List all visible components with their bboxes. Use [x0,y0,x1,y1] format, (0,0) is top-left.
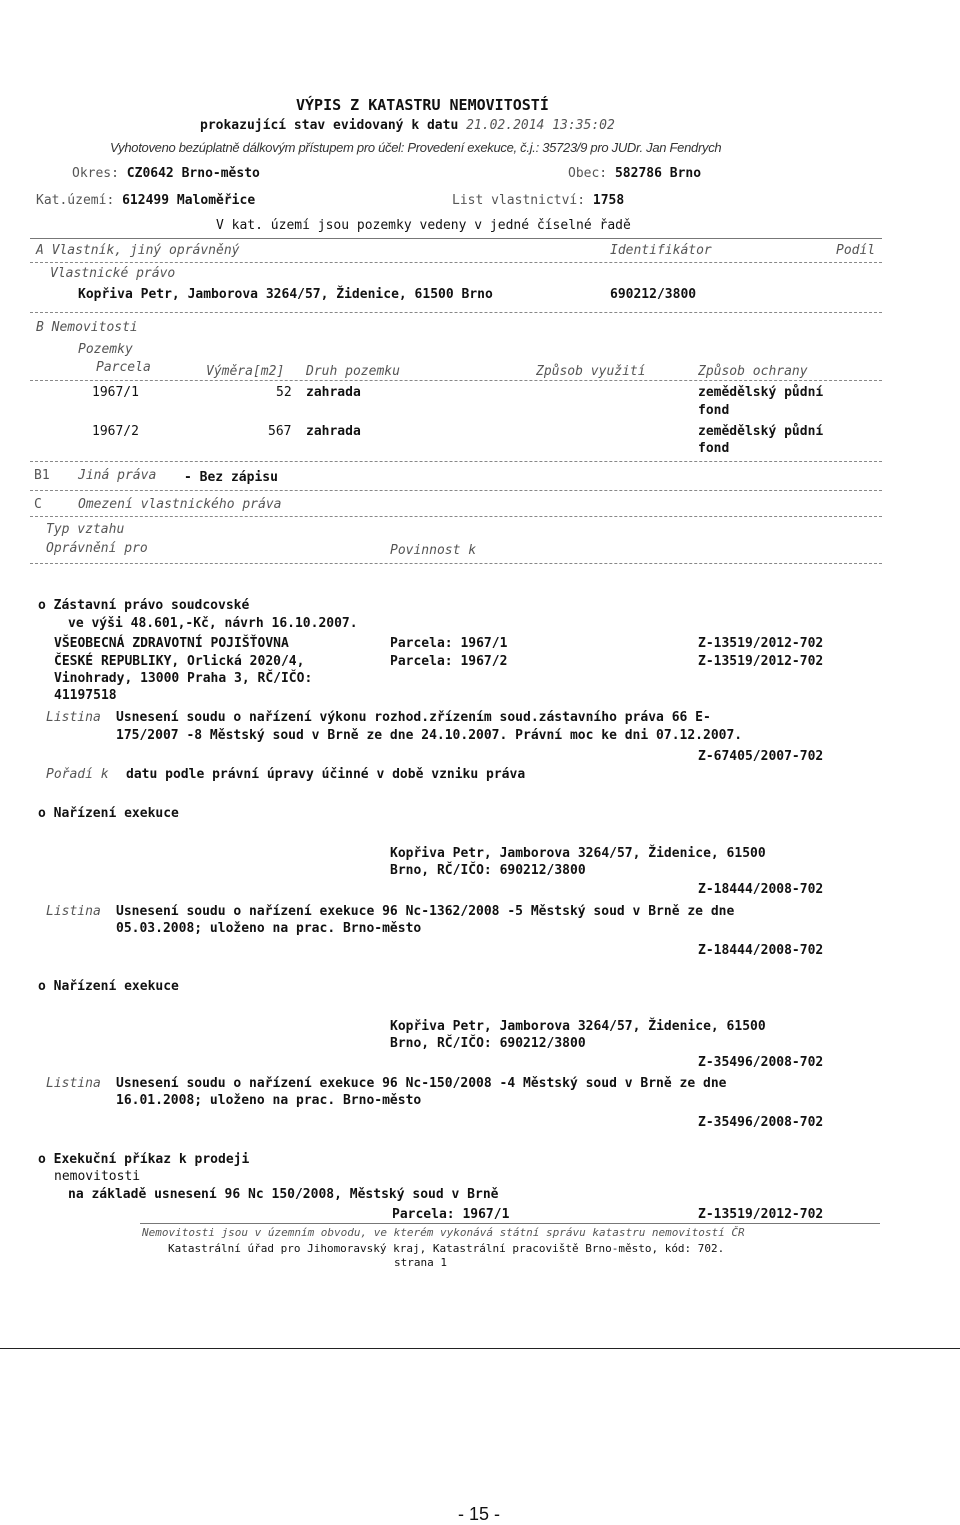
listina-text: Usnesení soudu o nařízení výkonu rozhod.zřízením soud.zástavního práva 66 E- [116,710,711,725]
katuzemi-label: Kat.území: [36,193,115,208]
divider [30,516,882,517]
footer-line-1: Nemovitosti jsou v územním obvodu, ve kterém vykonává státní správu katastru nemovitostí ČR [142,1226,745,1239]
okres-row [72,166,260,181]
footer-page: strana 1 [394,1256,447,1269]
listina-text: 05.03.2008; uloženo na prac. Brno-město [116,921,422,936]
divider [30,238,882,239]
party-line: Brno, RČ/IČO: 690212/3800 [390,1036,586,1051]
col-podil: Podíl [836,243,876,258]
page-number: - 15 - [458,1504,501,1524]
z-number: Z-35496/2008-702 [698,1115,824,1130]
z-number: Z-13519/2012-702 [698,1207,824,1222]
parcela-cell: 1967/1 [92,385,139,400]
divider [30,262,882,263]
listina-text: Usnesení soudu o nařízení exekuce 96 Nc-150/2008 -4 Městský soud v Brně ze dne [116,1076,727,1091]
divider [30,312,882,313]
creditor-line: ČESKÉ REPUBLIKY, Orlická 2020/4, [54,654,305,669]
parcela-ref: Parcela: 1967/1 [392,1207,510,1222]
z-number: Z-67405/2007-702 [698,749,824,764]
divider [30,380,882,381]
creditor-line: 41197518 [54,688,117,703]
ochrana-cell: fond [698,441,730,456]
creditor-line: Vinohrady, 13000 Praha 3, RČ/IČO: [54,671,313,686]
entry-title: o Exekuční příkaz k prodeji [38,1152,250,1167]
col-druh: Druh pozemku [306,364,400,379]
z-number: Z-35496/2008-702 [698,1055,824,1070]
z-number: Z-13519/2012-702 [698,654,824,669]
vymera-cell: 52 [276,385,292,400]
entry-title: o Nařízení exekuce [38,806,179,821]
obec-label: Obec: [568,166,608,181]
owner-name: Kopřiva Petr, Jamborova 3264/57, Židenice, 61500 Brno [78,287,493,302]
party-line: Kopřiva Petr, Jamborova 3264/57, Židenice, 61500 [390,1019,766,1034]
listina-text: Usnesení soudu o nařízení exekuce 96 Nc-1362/2008 -5 Městský soud v Brně ze dne [116,904,735,919]
col-vyuziti: Způsob využití [536,364,646,379]
section-c-code: C [34,497,42,512]
z-number: Z-18444/2008-702 [698,882,824,897]
entry-title-cont: nemovitosti [54,1169,141,1184]
col-vymera: Výměra[m2] [206,364,285,379]
okres-label: Okres: [72,166,119,181]
entry-amount: ve výši 48.601,-Kč, návrh 16.10.2007. [68,616,358,631]
okres-value: CZ0642 Brno-město [126,166,260,181]
divider [30,563,882,564]
vymera-cell: 567 [268,424,292,439]
listina-label: Listina [46,1076,101,1091]
divider [30,461,882,462]
document-title: VÝPIS Z KATASTRU NEMOVITOSTÍ [296,96,549,114]
typ-vztahu: Typ vztahu [46,522,125,537]
parcela-ref: Parcela: 1967/1 [390,636,508,651]
obec-value: 582786 Brno [614,166,702,181]
ochrana-cell: zemědělský půdní [698,424,824,439]
entry-title: o Nařízení exekuce [38,979,179,994]
listina-label: Listina [46,710,101,725]
parcela-ref: Parcela: 1967/2 [390,654,508,669]
listina-text: 16.01.2008; uloženo na prac. Brno-město [116,1093,422,1108]
col-identifikator: Identifikátor [610,243,712,258]
z-number: Z-13519/2012-702 [698,636,824,651]
druh-cell: zahrada [306,424,361,439]
creditor-line: VŠEOBECNÁ ZDRAVOTNÍ POJIŠŤOVNA [54,636,289,651]
numbering-notice: V kat. území jsou pozemky vedeny v jedné číselné řadě [216,218,631,233]
entry-title: o Zástavní právo soudcovské [38,598,250,613]
remote-note: Vyhotoveno bezúplatně dálkovým přístupem pro účel: Provedení exekuce, č.j.: 35723/9 pro JUDr. Jan Fendrych [110,140,722,155]
party-line: Kopřiva Petr, Jamborova 3264/57, Židenice, 61500 [390,846,766,861]
footer-line-2: Katastrální úřad pro Jihomoravský kraj, Katastrální pracoviště Brno-město, kód: 702. [168,1242,725,1255]
section-b1-value: - Bez zápisu [184,470,278,485]
divider [30,490,882,491]
owner-id: 690212/3800 [610,287,697,302]
section-b1-code: B1 [34,468,50,483]
section-a-heading: A Vlastník, jiný oprávněný [36,243,240,258]
poradi-text: datu podle právní úpravy účinné v době vzniku práva [126,767,526,782]
poradi-label: Pořadí k [46,767,109,782]
lv-value: 1758 [592,193,625,208]
section-c-heading: Omezení vlastnického práva [78,497,282,512]
ochrana-cell: zemědělský půdní [698,385,824,400]
z-number: Z-18444/2008-702 [698,943,824,958]
party-line: Brno, RČ/IČO: 690212/3800 [390,863,586,878]
lv-row [452,193,624,208]
col-parcela: Parcela [96,360,151,375]
listina-text: 175/2007 -8 Městský soud v Brně ze dne 24.10.2007. Právní moc ke dni 07.12.2007. [116,728,743,743]
subtitle-date: 21.02.2014 13:35:02 [466,118,615,133]
section-b1-label: Jiná práva [78,468,157,483]
subtitle [200,118,615,133]
povinnost-k: Povinnost k [390,543,477,558]
subtitle-prefix: prokazující stav evidovaný k datu [200,118,459,133]
katuzemi-value: 612499 Maloměřice [122,193,256,208]
listina-label: Listina [46,904,101,919]
divider [140,1223,880,1224]
section-b-sub: Pozemky [78,342,133,357]
opravneni-pro: Oprávnění pro [46,541,148,556]
obec-row [568,166,701,181]
parcela-cell: 1967/2 [92,424,139,439]
page-bottom-rule [0,1348,960,1349]
col-ochrana: Způsob ochrany [698,364,808,379]
katuzemi-row [36,193,255,208]
section-b-heading: B Nemovitosti [36,320,138,335]
entry-basis: na základě usnesení 96 Nc 150/2008, Městský soud v Brně [68,1187,499,1202]
lv-label: List vlastnictví: [452,193,586,208]
ochrana-cell: fond [698,403,730,418]
druh-cell: zahrada [306,385,361,400]
section-a-sub: Vlastnické právo [50,266,176,281]
